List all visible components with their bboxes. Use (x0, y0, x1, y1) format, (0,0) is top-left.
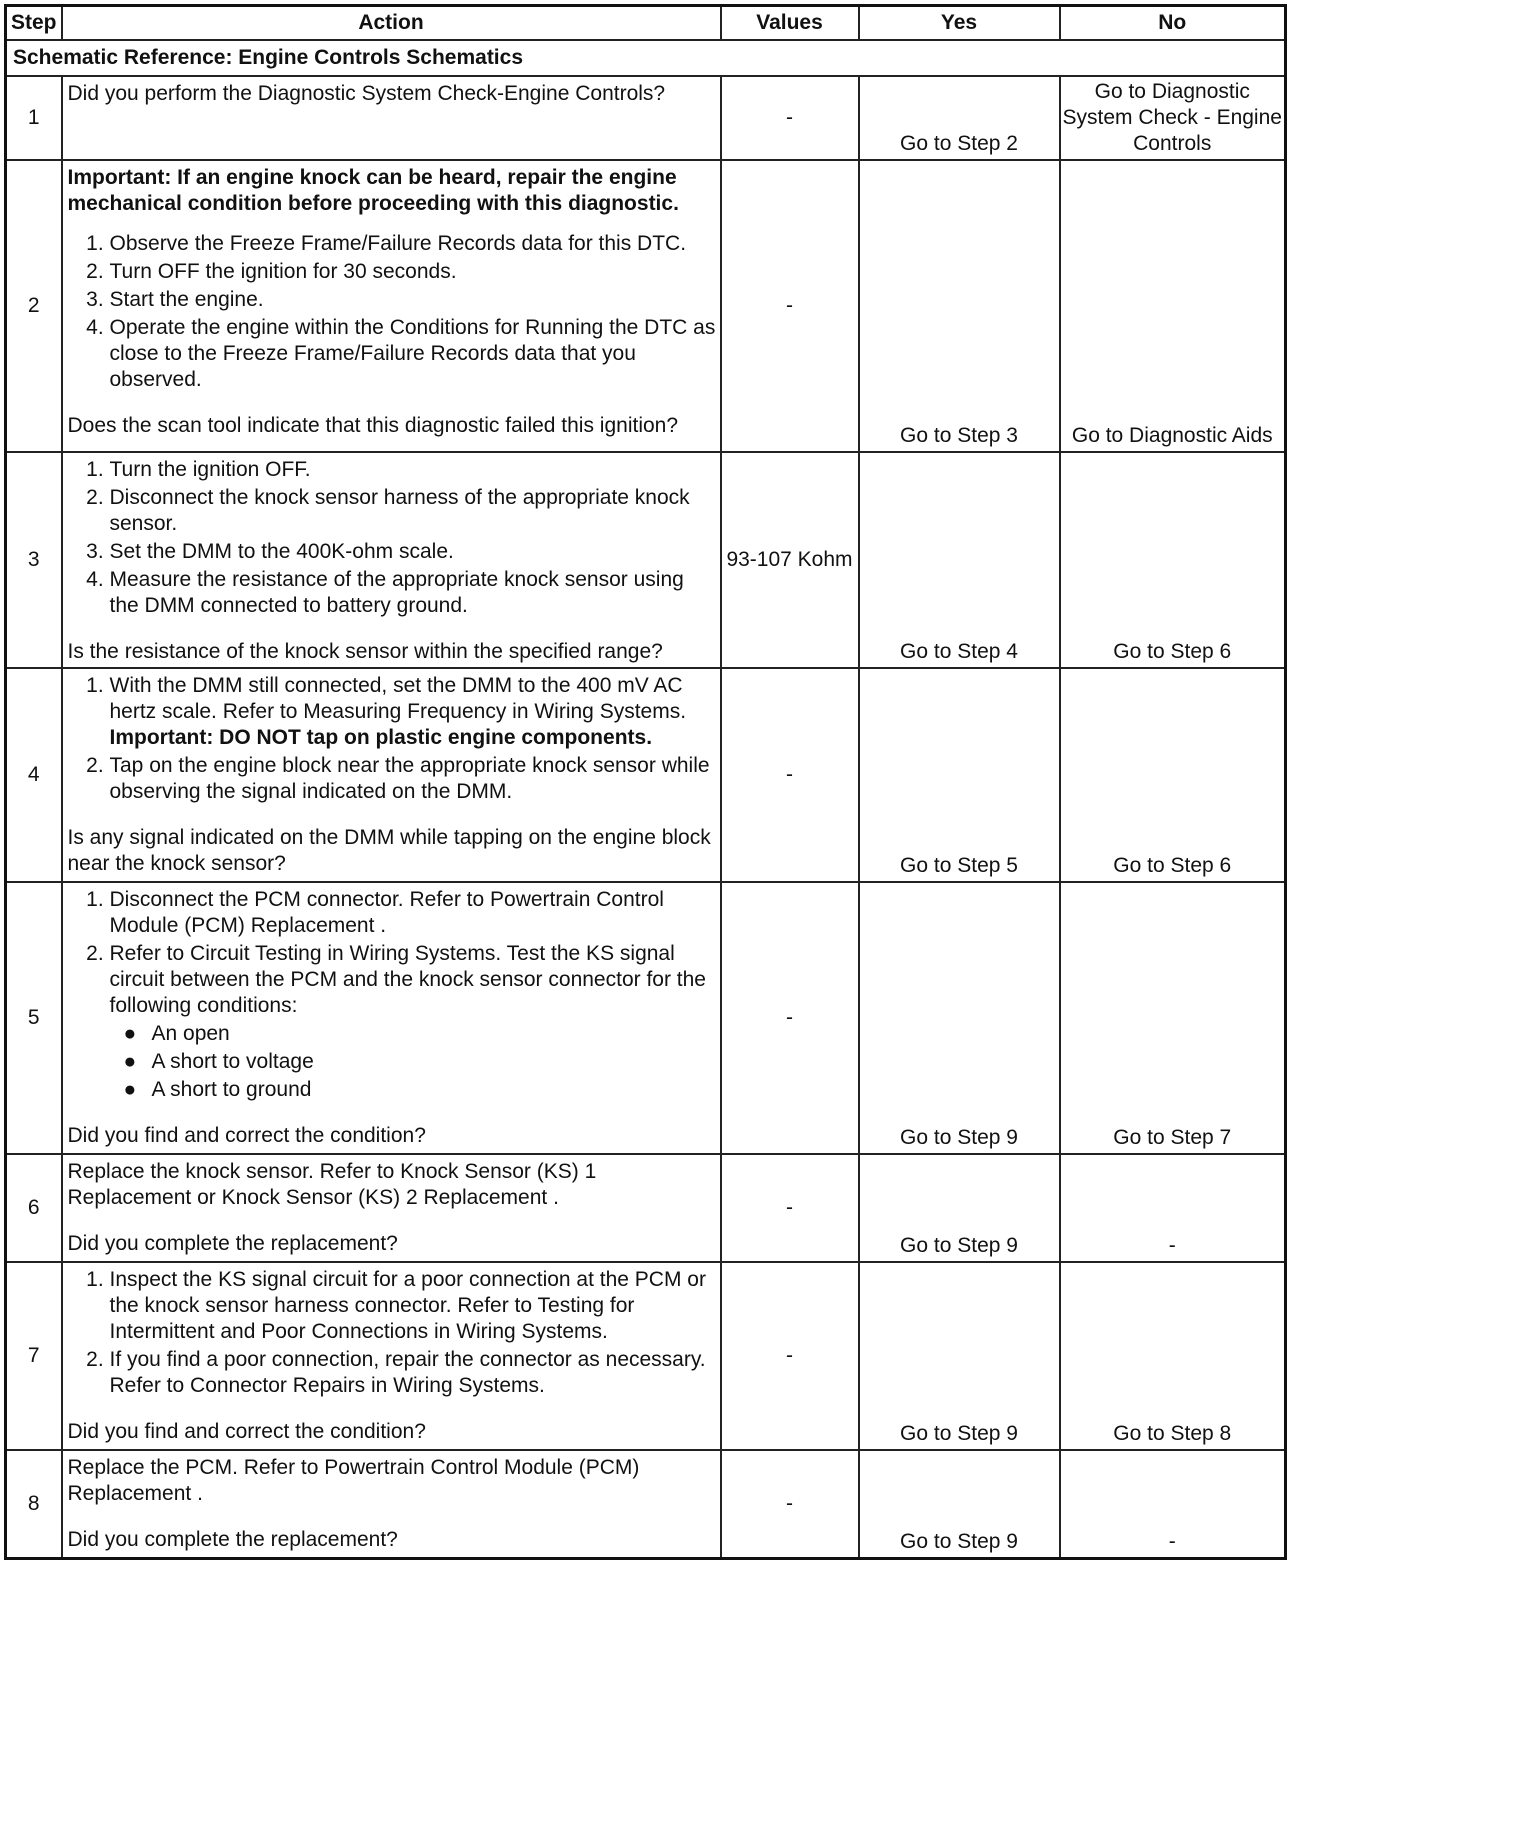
condition-text: An open (151, 1022, 230, 1045)
bullet-icon: ● (123, 1078, 137, 1101)
condition-item (123, 1021, 716, 1047)
condition-text: A short to ground (151, 1078, 312, 1101)
question-text: Did you find and correct the condition? (67, 1420, 426, 1443)
list-item: 2. Turn OFF the ignition for 30 seconds. (110, 259, 716, 285)
header-step: Step (6, 6, 62, 41)
condition-list (110, 1021, 716, 1103)
action-text: Replace the PCM. Refer to Powertrain Control Module (PCM) Replacement . (67, 1456, 640, 1505)
action-cell (62, 76, 721, 160)
procedure-list (68, 231, 716, 393)
values-cell: - (721, 1262, 859, 1450)
list-item: 2. Disconnect the knock sensor harness of the appropriate knock sensor. (110, 485, 716, 537)
header-yes: Yes (859, 6, 1060, 41)
list-item (110, 673, 716, 751)
question-text: Did you complete the replacement? (67, 1528, 398, 1551)
step-number: 5 (6, 882, 62, 1154)
table-row (6, 882, 1286, 1154)
step-number: 2 (6, 160, 62, 452)
no-cell: Go to Diagnostic System Check - Engine Controls (1060, 76, 1286, 160)
procedure-list (68, 887, 716, 1103)
yes-cell: Go to Step 5 (859, 668, 1060, 882)
list-item: 2. Tap on the engine block near the appropriate knock sensor while observing the signal indicated on the DMM. (110, 753, 716, 805)
question-text: Is the resistance of the knock sensor within the specified range? (67, 640, 663, 663)
list-item-text: Refer to Circuit Testing in Wiring Systems. Test the KS signal circuit between the PCM and the knock sensor connector for the following conditions: (109, 942, 706, 1017)
step-number: 1 (6, 76, 62, 160)
yes-cell: Go to Step 9 (859, 1262, 1060, 1450)
values-cell: 93-107 Kohm (721, 452, 859, 668)
no-cell: Go to Step 6 (1060, 452, 1286, 668)
action-cell (62, 160, 721, 452)
question-text: Is any signal indicated on the DMM while tapping on the engine block near the knock sensor? (67, 826, 711, 875)
bullet-icon: ● (123, 1050, 137, 1073)
procedure-list (68, 1267, 716, 1399)
header-row (6, 6, 1286, 41)
condition-item (123, 1077, 716, 1103)
table-row (6, 1154, 1286, 1262)
no-cell: Go to Step 7 (1060, 882, 1286, 1154)
step-number: 4 (6, 668, 62, 882)
table-row (6, 160, 1286, 452)
procedure-list (68, 673, 716, 805)
list-item: 1. Turn the ignition OFF. (110, 457, 716, 483)
step-number: 7 (6, 1262, 62, 1450)
table-row (6, 1450, 1286, 1558)
no-cell: - (1060, 1154, 1286, 1262)
important-note: Important: If an engine knock can be heard, repair the engine mechanical condition before proceeding with this diagnostic. (67, 166, 679, 215)
list-item: 1. Disconnect the PCM connector. Refer to Powertrain Control Module (PCM) Replacement . (110, 887, 716, 939)
list-item: 1. Observe the Freeze Frame/Failure Records data for this DTC. (110, 231, 716, 257)
question-text: Did you complete the replacement? (67, 1232, 398, 1255)
step-number: 8 (6, 1450, 62, 1558)
procedure-list (68, 457, 716, 619)
action-cell (62, 668, 721, 882)
list-item: 3. Set the DMM to the 400K-ohm scale. (110, 539, 716, 565)
question-text: Did you find and correct the condition? (67, 1124, 426, 1147)
values-cell: - (721, 160, 859, 452)
list-item: 4. Measure the resistance of the appropriate knock sensor using the DMM connected to battery ground. (110, 567, 716, 619)
action-cell (62, 452, 721, 668)
table-row (6, 76, 1286, 160)
values-cell: - (721, 668, 859, 882)
action-cell (62, 1262, 721, 1450)
action-text: Did you perform the Diagnostic System Check-Engine Controls? (67, 82, 666, 105)
yes-cell: Go to Step 3 (859, 160, 1060, 452)
diagnostic-table (4, 4, 1287, 1560)
yes-cell: Go to Step 4 (859, 452, 1060, 668)
list-item: 1. Inspect the KS signal circuit for a poor connection at the PCM or the knock sensor harness connector. Refer to Testing for Intermittent and Poor Connections in Wiring Systems. (110, 1267, 716, 1345)
yes-cell: Go to Step 9 (859, 1450, 1060, 1558)
action-cell (62, 1154, 721, 1262)
yes-cell: Go to Step 2 (859, 76, 1060, 160)
table-row (6, 668, 1286, 882)
table-row (6, 1262, 1286, 1450)
no-cell: - (1060, 1450, 1286, 1558)
bullet-icon: ● (123, 1022, 137, 1045)
schematic-reference: Schematic Reference: Engine Controls Schematics (6, 40, 1286, 76)
table-row (6, 452, 1286, 668)
header-action: Action (62, 6, 721, 41)
action-cell (62, 882, 721, 1154)
header-no: No (1060, 6, 1286, 41)
header-values: Values (721, 6, 859, 41)
list-item-text: With the DMM still connected, set the DMM to the 400 mV AC hertz scale. Refer to Measuring Frequency in Wiring Systems. (109, 674, 687, 723)
values-cell: - (721, 1154, 859, 1262)
values-cell: - (721, 882, 859, 1154)
list-item: 3. Start the engine. (110, 287, 716, 313)
values-cell: - (721, 76, 859, 160)
values-cell: - (721, 1450, 859, 1558)
action-cell (62, 1450, 721, 1558)
list-item: 2. If you find a poor connection, repair the connector as necessary. Refer to Connector Repairs in Wiring Systems. (110, 1347, 716, 1399)
step-number: 6 (6, 1154, 62, 1262)
yes-cell: Go to Step 9 (859, 1154, 1060, 1262)
schematic-row (6, 40, 1286, 76)
action-text: Replace the knock sensor. Refer to Knock Sensor (KS) 1 Replacement or Knock Sensor (KS) 2 Replacement . (67, 1160, 597, 1209)
condition-item (123, 1049, 716, 1075)
no-cell: Go to Diagnostic Aids (1060, 160, 1286, 452)
question-text: Does the scan tool indicate that this diagnostic failed this ignition? (67, 414, 679, 437)
important-note: Important: DO NOT tap on plastic engine components. (109, 726, 653, 749)
list-item (110, 941, 716, 1103)
step-number: 3 (6, 452, 62, 668)
yes-cell: Go to Step 9 (859, 882, 1060, 1154)
no-cell: Go to Step 8 (1060, 1262, 1286, 1450)
condition-text: A short to voltage (151, 1050, 314, 1073)
no-cell: Go to Step 6 (1060, 668, 1286, 882)
list-item: 4. Operate the engine within the Conditions for Running the DTC as close to the Freeze Frame/Failure Records data that you observed. (110, 315, 716, 393)
